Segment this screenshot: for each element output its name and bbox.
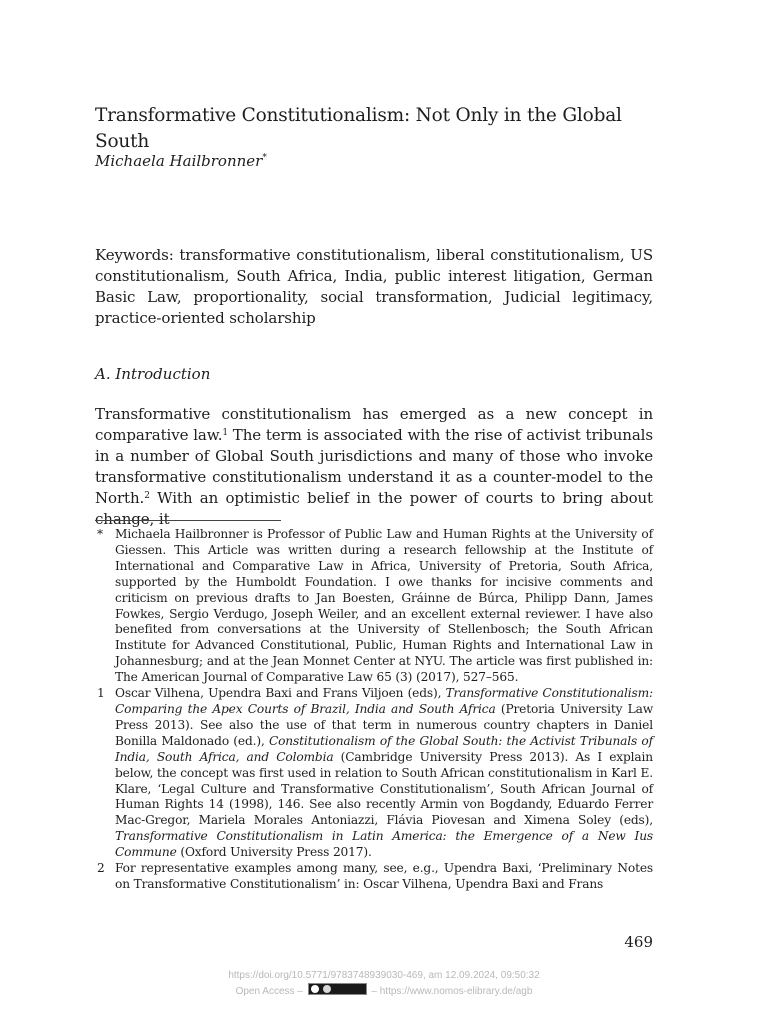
footnote-ref-2[interactable]: 2 bbox=[144, 491, 150, 501]
citation-title-italic: Constitutionalism of the Global South: the Activist Tribunals of India, South Africa, and Colombia bbox=[115, 733, 653, 764]
footnote-mark: 2 bbox=[97, 861, 105, 876]
footnote-mark: 1 bbox=[97, 686, 105, 701]
footnote-text bbox=[115, 686, 653, 861]
article-title: Transformative Constitutionalism: Not Only in the Global South bbox=[95, 105, 622, 152]
footnote-text-segment: (Oxford University Press 2017). bbox=[176, 845, 372, 860]
introduction-paragraph bbox=[95, 404, 653, 530]
footnote-text-segment: (Cambridge University Press 2013). As I explain below, the concept was first used in relation to South African constitutionalism in Karl E. Klare, ‘Legal Culture and Transformative Constitutionalism’, South African Journal of Human Rights 14 (1998), 146. See also recently Armin von Bogdandy, Eduardo Ferrer Mac-Gregor, Mariela Morales Antoniazzi, Flávia Piovesan and Ximena Soley (eds), bbox=[115, 749, 653, 828]
footnotes bbox=[95, 527, 653, 893]
cc-by-license-badge-icon[interactable] bbox=[308, 983, 367, 995]
footnote-1 bbox=[95, 686, 653, 861]
citation-title-italic: Transformative Constitutionalism in Latin America: the Emergence of a New Ius Commune bbox=[115, 829, 653, 860]
intro-text-part-3: With an optimistic belief in the power of courts to bring about change, it bbox=[95, 489, 653, 528]
intro-text-part-2: The term is associated with the rise of activist tribunals in a number of Global South jurisdictions and many of those who invoke transformative constitutionalism understand it as a counter-model to the North. bbox=[95, 426, 653, 507]
footnote-text: Michaela Hailbronner is Professor of Public Law and Human Rights at the University of Giessen. This Article was written during a research fellowship at the Institute of International and Comparative Law in Africa, University of Pretoria, South Africa, supported by the Humboldt Foundation. I owe thanks for incisive comments and criticism on previous drafts to Jan Boesten, Gráinne de Búrca, Philipp Dann, James Fowkes, Sergio Verdugo, Joseph Weiler, and an excellent external reviewer. I have also benefited from conversations at the University of Stellenbosch; the South African Institute for Advanced Constitutional, Public, Human Rights and International Law in Johannesburg; and at the Jean Monnet Center at NYU. The article was first published in: The American Journal of Comparative Law 65 (3) (2017), 527–565. bbox=[115, 527, 653, 685]
terms-url-link[interactable]: – https://www.nomos-elibrary.de/agb bbox=[371, 986, 533, 997]
section-heading: A. Introduction bbox=[95, 365, 211, 383]
footnote-text-segment: Oscar Vilhena, Upendra Baxi and Frans Viljoen (eds), bbox=[115, 686, 446, 701]
open-access-line bbox=[0, 983, 768, 998]
keywords-paragraph: Keywords: transformative constitutionalism, liberal constitutionalism, US constitutionalism, South Africa, India, public interest litigation, German Basic Law, proportionality, social transformation, Judicial legitimacy, practice-oriented scholarship bbox=[95, 246, 653, 327]
footnote-2 bbox=[95, 861, 653, 893]
footnote-text-segment: (Pretoria University Law Press 2013). See also the use of that term in numerous country chapters in Daniel Bonilla Maldonado (ed.), bbox=[115, 701, 653, 748]
intro-text-part-1: Transformative constitutionalism has emerged as a new concept in comparative law. bbox=[95, 405, 653, 444]
by-icon bbox=[323, 985, 331, 993]
footnote-ref-1[interactable]: 1 bbox=[222, 428, 228, 438]
doi-link[interactable]: https://doi.org/10.5771/9783748939030-469, am 12.09.2024, 09:50:32 bbox=[228, 970, 540, 981]
author-name: Michaela Hailbronner bbox=[95, 152, 263, 170]
footnote-mark: * bbox=[97, 527, 104, 541]
footnote-separator bbox=[95, 520, 281, 521]
author-footnote-marker[interactable]: * bbox=[262, 153, 267, 163]
open-access-label: Open Access – bbox=[235, 986, 303, 997]
citation-title-italic: Transformative Constitutionalism: Comparing the Apex Courts of Brazil, India and South Africa bbox=[115, 686, 653, 716]
article-author bbox=[95, 147, 267, 172]
page-number: 469 bbox=[624, 933, 653, 951]
footnote-star bbox=[95, 527, 653, 686]
footnote-text: For representative examples among many, see, e.g., Upendra Baxi, ‘Preliminary Notes on Transformative Constitutionalism’ in: Oscar Vilhena, Upendra Baxi and Frans bbox=[115, 861, 653, 891]
cc-icon bbox=[311, 985, 319, 993]
